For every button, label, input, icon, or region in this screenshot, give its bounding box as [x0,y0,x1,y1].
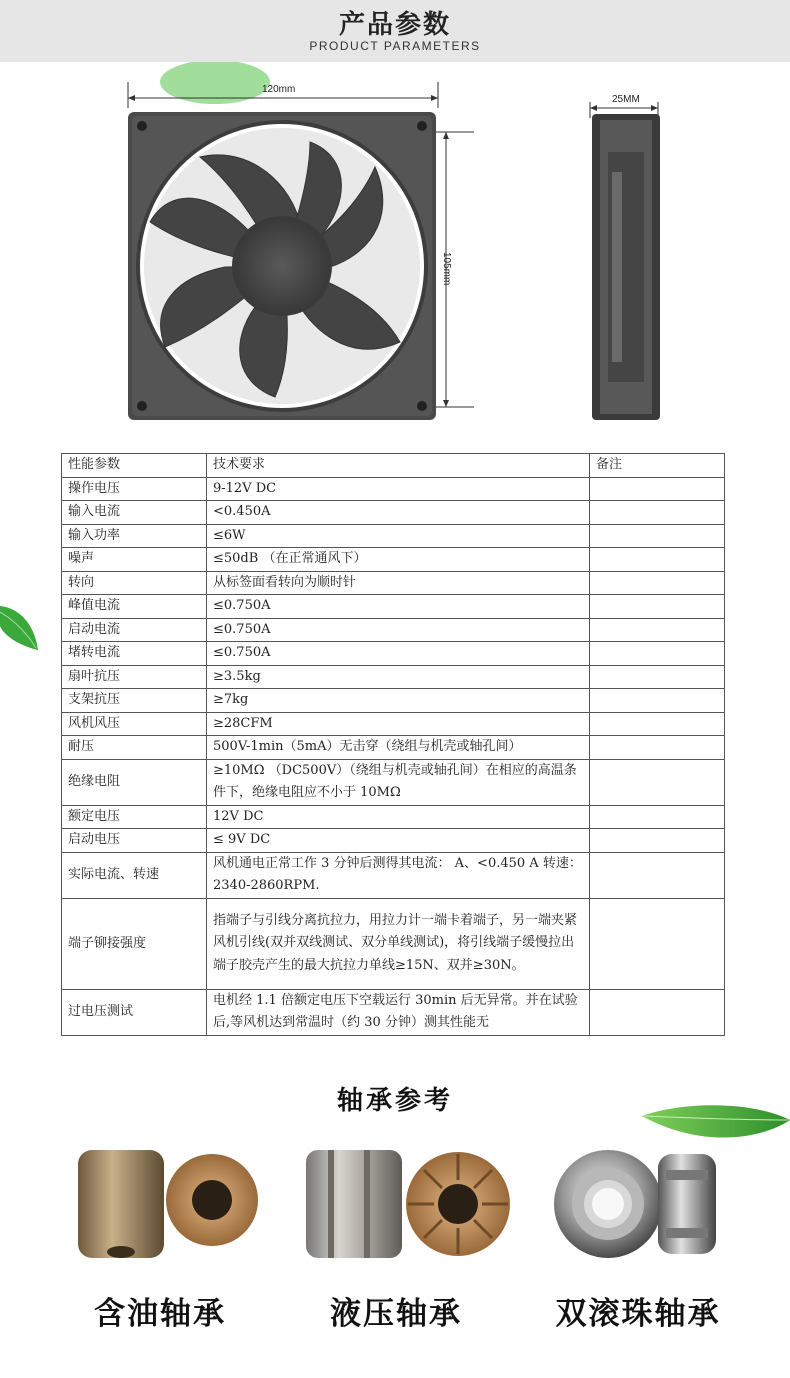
bearings-title: 轴承参考 [336,1086,453,1116]
param-cell: 扇叶抗压 [62,665,207,689]
note-cell [590,689,725,713]
spec-cell: ≥10MΩ （DC500V）（绕组与机壳或轴孔间）在相应的高温条件下，绝缘电阻应不小于 10MΩ [207,759,590,805]
param-cell: 启动电压 [62,829,207,853]
note-cell [590,618,725,642]
param-cell: 实际电流、转速 [62,852,207,898]
note-cell [590,712,725,736]
param-cell: 输入功率 [62,524,207,548]
note-cell [590,805,725,829]
param-cell: 转向 [62,571,207,595]
ball-bearing-label: 双滚珠轴承 [555,1296,721,1332]
spec-cell: ≥7kg [207,689,590,713]
table-row [62,689,725,713]
note-cell [590,477,725,501]
oil-bearing-label: 含油轴承 [94,1296,226,1332]
spec-cell: ≤0.750A [207,642,590,666]
column-header: 备注 [590,454,725,478]
page-header [0,0,790,62]
page-subtitle: PRODUCT PARAMETERS [309,39,481,53]
depth-dimension-label: 25MM [612,94,640,105]
table-header-row [62,454,725,478]
table-row [62,477,725,501]
hydraulic-bearing-image [300,1140,540,1260]
note-cell [590,898,725,989]
param-cell: 输入电流 [62,501,207,525]
table-row [62,712,725,736]
note-cell [590,501,725,525]
table-row [62,805,725,829]
param-cell: 启动电流 [62,618,207,642]
table-row [62,852,725,898]
table-row [62,665,725,689]
note-cell [590,524,725,548]
param-cell: 支架抗压 [62,689,207,713]
param-cell: 风机风压 [62,712,207,736]
table-row [62,501,725,525]
note-cell [590,571,725,595]
fan-dimension-diagram [0,62,790,452]
spec-cell: <0.450A [207,501,590,525]
table-row [62,618,725,642]
ball-bearing-image [548,1140,788,1260]
param-cell: 绝缘电阻 [62,759,207,805]
param-cell: 峰值电流 [62,595,207,619]
leaf-decoration-icon [0,600,40,654]
spec-cell: ≥28CFM [207,712,590,736]
param-cell: 噪声 [62,548,207,572]
spec-cell: ≤50dB （在正常通风下） [207,548,590,572]
table-row [62,548,725,572]
table-row [62,989,725,1035]
spec-cell: ≥3.5kg [207,665,590,689]
hydraulic-bearing-label: 液压轴承 [330,1296,462,1332]
note-cell [590,595,725,619]
table-row [62,759,725,805]
spec-cell: 指端子与引线分离抗拉力，用拉力计一端卡着端子，另一端夹紧风机引线(双并双线测试、双分单线测试)，将引线端子缓慢拉出端子胶壳产生的最大抗拉力单线≥15N、双并≥30N。 [207,898,590,989]
width-dimension-label: 120mm [262,84,296,95]
note-cell [590,736,725,760]
table-row [62,571,725,595]
table-row [62,642,725,666]
spec-cell: ≤0.750A [207,595,590,619]
height-dimension-label: 105mm [441,252,452,286]
spec-cell: 电机经 1.1 倍额定电压下空载运行 30min 后无异常。并在试验后,等风机达到常温时（约 30 分钟）测其性能无 [207,989,590,1035]
spec-cell: ≤0.750A [207,618,590,642]
spec-cell: 从标签面看转向为顺时针 [207,571,590,595]
spec-cell: 9-12V DC [207,477,590,501]
spec-cell: 风机通电正常工作 3 分钟后测得其电流： A、<0.450 A 转速：2340-2860RPM. [207,852,590,898]
param-cell: 操作电压 [62,477,207,501]
note-cell [590,759,725,805]
table-row [62,736,725,760]
table-row [62,898,725,989]
page-title: 产品参数 [338,10,451,40]
spec-cell: ≤6W [207,524,590,548]
table-row [62,595,725,619]
note-cell [590,852,725,898]
note-cell [590,665,725,689]
spec-table [61,453,725,1036]
note-cell [590,548,725,572]
spec-cell: 12V DC [207,805,590,829]
spec-cell: ≤ 9V DC [207,829,590,853]
param-cell: 耐压 [62,736,207,760]
param-cell: 过电压测试 [62,989,207,1035]
column-header: 性能参数 [62,454,207,478]
param-cell: 额定电压 [62,805,207,829]
spec-cell: 500V-1min（5mA）无击穿（绕组与机壳或轴孔间） [207,736,590,760]
note-cell [590,829,725,853]
column-header: 技术要求 [207,454,590,478]
table-row [62,829,725,853]
param-cell: 堵转电流 [62,642,207,666]
fan-illustration [0,62,790,452]
param-cell: 端子铆接强度 [62,898,207,989]
table-row [62,524,725,548]
note-cell [590,989,725,1035]
oil-bearing-image [70,1140,310,1260]
note-cell [590,642,725,666]
